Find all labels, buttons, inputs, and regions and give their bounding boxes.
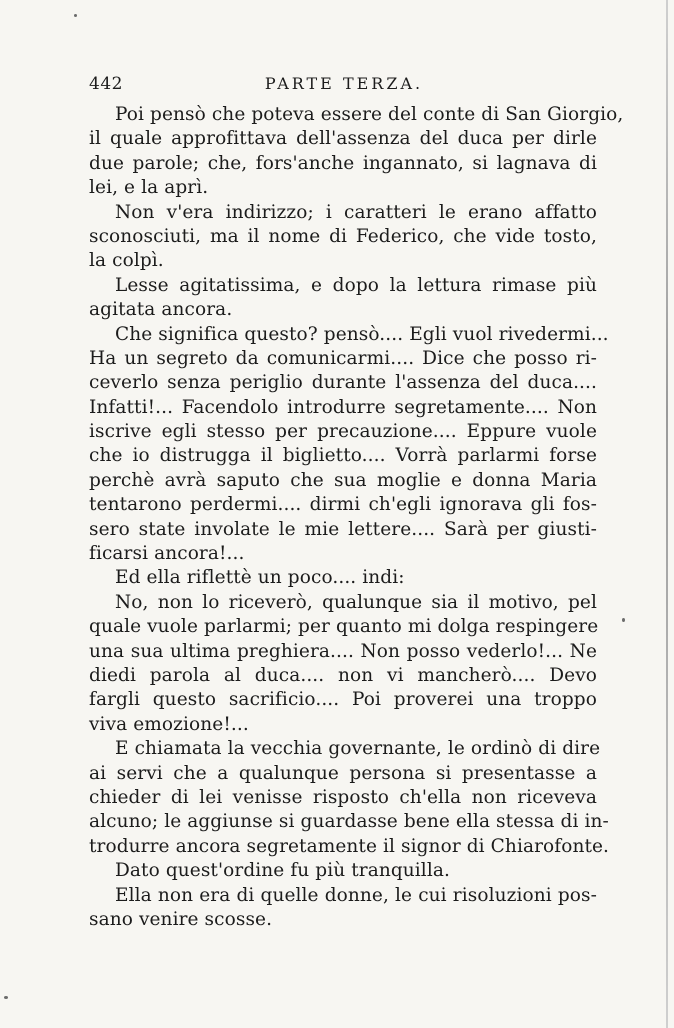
page-number: 442 — [89, 74, 123, 94]
text-line: una sua ultima preghiera.... Non posso vederlo!... Ne — [89, 640, 597, 662]
text-line: tentarono perdermi.... dirmi ch'egli ignorava gli fos- — [89, 494, 597, 516]
text-line: due parole; che, fors'anche ingannato, si lagnava di — [89, 152, 597, 174]
text-line: che io distrugga il biglietto.... Vorrà parlarmi forse — [89, 445, 597, 467]
text-line: Ha un segreto da comunicarmi.... Dice che posso ri- — [89, 347, 597, 369]
text-line: Poi pensò che poteva essere del conte di San Giorgio, — [115, 104, 624, 125]
text-line: fargli questo sacrificio.... Poi proverei una troppo — [89, 689, 597, 711]
text-line: alcuno; le aggiunse si guardasse bene ella stessa di in- — [89, 811, 609, 833]
text-line: E chiamata la vecchia governante, le ordinò di dire — [115, 738, 601, 760]
text-line: Ella non era di quelle donne, le cui risoluzioni pos- — [115, 884, 597, 906]
page-header — [89, 74, 599, 98]
ink-speck — [74, 14, 77, 17]
text-line: Dato quest'ordine fu più tranquilla. — [115, 860, 450, 882]
text-line: Che significa questo? pensò.... Egli vuol rivedermi... — [115, 323, 609, 345]
text-line: Lesse agitatissima, e dopo la lettura rimase più — [115, 274, 597, 296]
running-title: PARTE TERZA. — [264, 74, 424, 93]
text-line: ceverlo senza periglio durante l'assenza del duca.... — [89, 372, 597, 394]
ink-speck — [622, 618, 625, 622]
text-line: il quale approfittava dell'assenza del duca per dirle — [89, 128, 597, 150]
text-line: sero state involate le mie lettere.... Sarà per giusti- — [89, 518, 597, 540]
body-text — [89, 103, 624, 932]
text-line: Ed ella riflettè un poco.... indi: — [115, 567, 405, 589]
text-line: ai servi che a qualunque persona si presentasse a — [89, 762, 597, 784]
page-edge — [666, 0, 668, 1028]
text-line: Infatti!... Facendolo introdurre segretamente.... Non — [89, 396, 597, 418]
text-line: trodurre ancora segretamente il signor di Chiarofonte. — [89, 835, 610, 857]
text-line: sano venire scosse. — [89, 908, 273, 930]
text-line: chieder di lei venisse risposto ch'ella non riceveva — [89, 786, 597, 808]
text-line: perchè avrà saputo che sua moglie e donna Maria — [89, 469, 597, 491]
text-line: la colpì. — [89, 250, 164, 272]
text-line: quale vuole parlarmi; per quanto mi dolga respingere — [89, 616, 599, 638]
ink-speck — [4, 996, 8, 999]
text-line: Non v'era indirizzo; i caratteri le erano affatto — [115, 201, 597, 223]
text-line: ficarsi ancora!... — [89, 543, 245, 565]
text-line: diedi parola al duca.... non vi mancherò.... Devo — [89, 664, 597, 686]
text-line: sconosciuti, ma il nome di Federico, che vide tosto, — [89, 225, 597, 247]
text-line: agitata ancora. — [89, 299, 233, 321]
text-line: lei, e la aprì. — [89, 177, 209, 199]
text-line: viva emozione!... — [89, 713, 249, 735]
text-line: No, non lo riceverò, qualunque sia il motivo, pel — [115, 591, 597, 613]
text-line: iscrive egli stesso per precauzione.... Eppure vuole — [89, 421, 597, 443]
